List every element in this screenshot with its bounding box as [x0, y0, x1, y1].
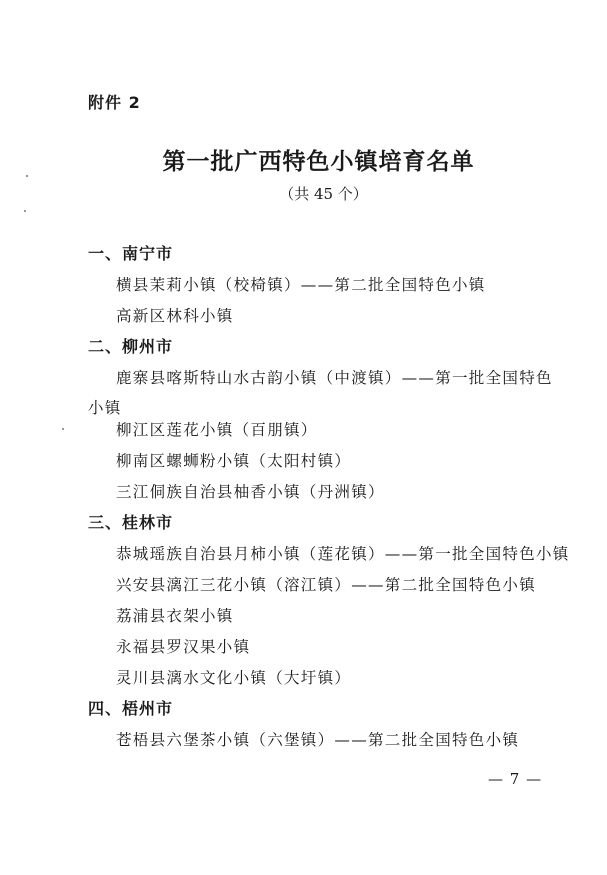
scan-speck [26, 175, 28, 177]
document-title: 第一批广西特色小镇培育名单 [162, 148, 475, 175]
page-number: — 7 — [488, 770, 543, 788]
attachment-label: 附件 2 [88, 93, 141, 112]
section-heading-guilin: 三、桂林市 [88, 513, 174, 532]
list-item: 柳南区螺蛳粉小镇（太阳村镇） [116, 452, 352, 470]
list-item: 三江侗族自治县柚香小镇（丹洲镇） [116, 483, 385, 501]
list-item: 高新区林科小镇 [116, 307, 234, 325]
list-item: 灵川县漓水文化小镇（大圩镇） [116, 669, 352, 687]
section-heading-liuzhou: 二、柳州市 [88, 337, 174, 356]
list-item: 荔浦县衣架小镇 [116, 607, 234, 625]
list-item: 鹿寨县喀斯特山水古韵小镇（中渡镇）——第一批全国特色小镇 [88, 369, 553, 417]
section-heading-wuzhou: 四、梧州市 [88, 699, 174, 718]
list-item: 横县茉莉小镇（校椅镇）——第二批全国特色小镇 [116, 276, 486, 294]
scan-speck [62, 428, 64, 430]
list-item: 永福县罗汉果小镇 [116, 638, 251, 656]
list-item: 苍梧县六堡茶小镇（六堡镇）——第二批全国特色小镇 [116, 731, 520, 749]
list-item: 恭城瑶族自治县月柿小镇（莲花镇）——第一批全国特色小镇 [116, 545, 570, 563]
list-item: 兴安县漓江三花小镇（溶江镇）——第二批全国特色小镇 [116, 576, 537, 594]
list-item: 柳江区莲花小镇（百朋镇） [116, 421, 318, 439]
document-subtitle: （共 45 个） [279, 185, 368, 203]
section-heading-nanning: 一、南宁市 [88, 244, 174, 263]
scan-speck [24, 210, 26, 212]
town-list [88, 242, 570, 759]
